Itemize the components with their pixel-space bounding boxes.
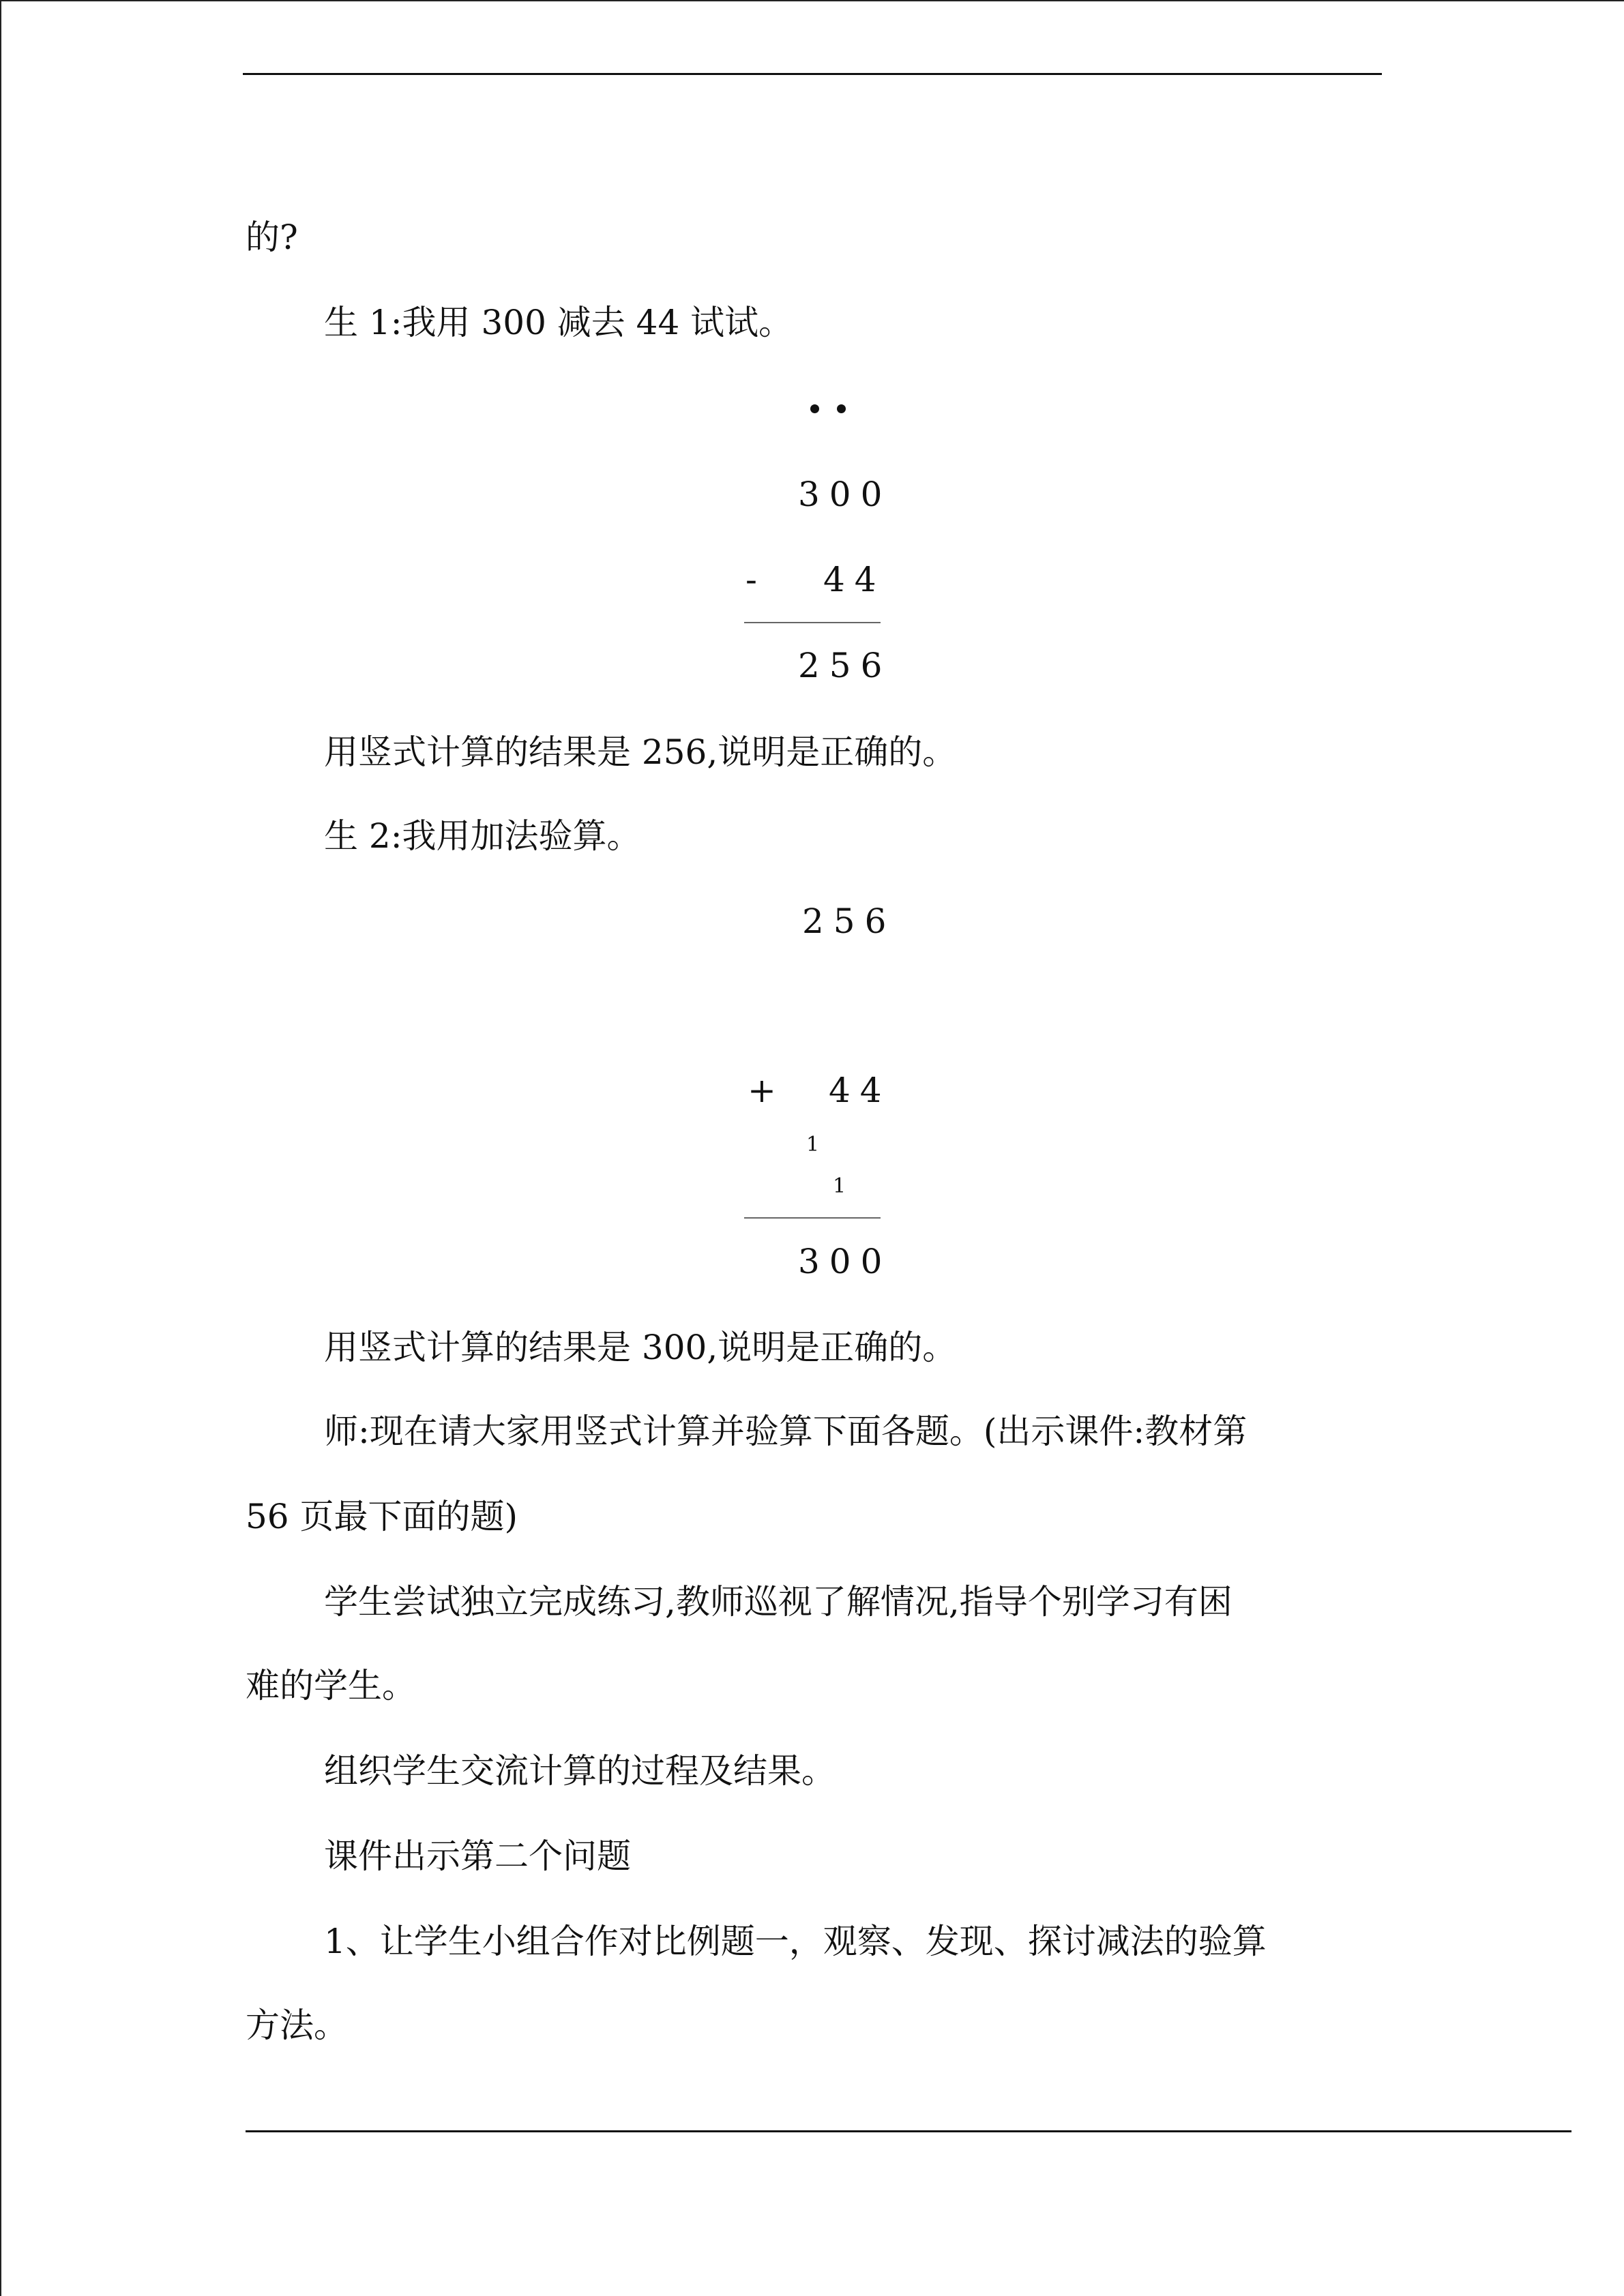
paragraph-line: 生 2:我用加法验算。 [324,816,641,856]
carry-mark: 1 [833,1174,846,1198]
paragraph-line: 师:现在请大家用竖式计算并验算下面各题。(出示课件:教材第 [324,1412,1247,1451]
carry-mark: 1 [806,1133,820,1157]
minuend: 300 [798,475,892,514]
borrow-dot [837,404,846,413]
difference: 256 [798,646,892,685]
paragraph-line: 56 页最下面的题) [246,1497,518,1536]
footer-rule [246,2130,1571,2132]
paragraph-line: 生 1:我用 300 减去 44 试试。 [324,303,793,342]
minus-sign: - [745,560,767,599]
paragraph-line: 的? [246,218,298,257]
addend-1: 256 [802,901,896,941]
paragraph-line: 方法。 [246,2006,348,2045]
paragraph-line: 用竖式计算的结果是 300,说明是正确的。 [324,1328,957,1367]
paragraph-line: 课件出示第二个问题 [324,1836,631,1876]
plus-sign: + [748,1071,786,1110]
calc-rule [744,622,881,623]
addend-2: 44 [829,1071,891,1110]
paragraph-line: 组织学生交流计算的过程及结果。 [324,1751,836,1791]
sum: 300 [798,1242,892,1281]
borrow-dot [810,404,819,413]
subtrahend: 44 [823,560,886,599]
paragraph-line: 用竖式计算的结果是 256,说明是正确的。 [324,732,957,772]
header-rule [243,73,1382,75]
paragraph-line: 学生尝试独立完成练习,教师巡视了解情况,指导个别学习有困 [324,1582,1232,1622]
paragraph-line: 1、让学生小组合作对比例题一，观察、发现、探讨减法的验算 [324,1922,1267,1961]
calc-rule [744,1217,881,1219]
paragraph-line: 难的学生。 [246,1666,416,1705]
